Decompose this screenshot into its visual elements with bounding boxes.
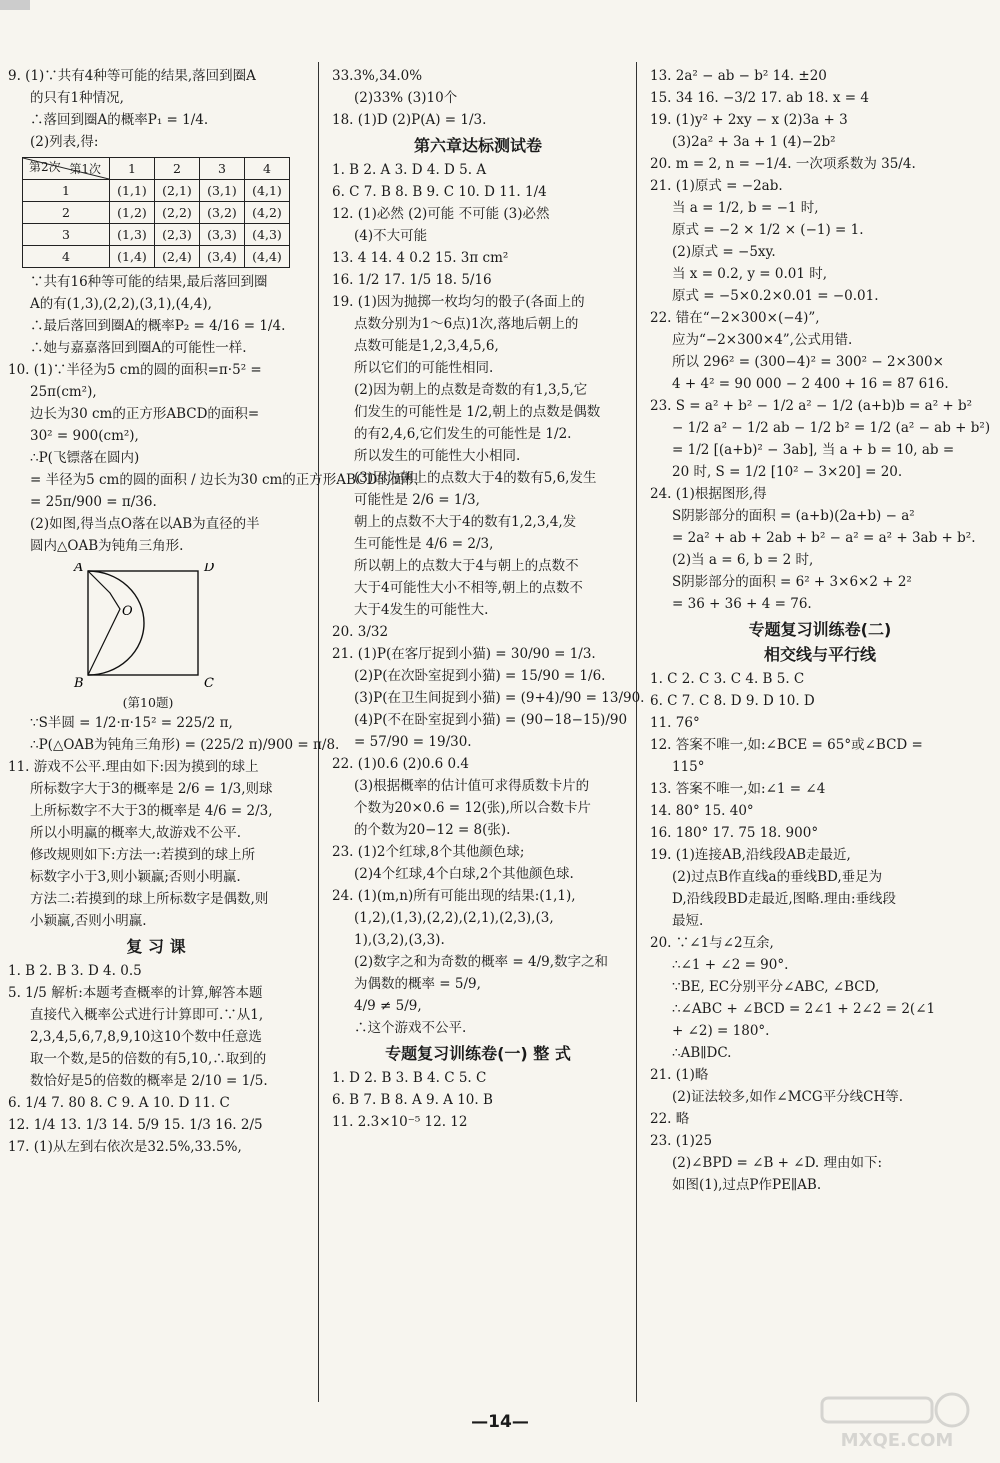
table-cell: (3,3)	[200, 224, 245, 246]
answer-line: 点数可能是1,2,3,4,5,6,	[354, 338, 499, 354]
answer-line: 24. (1)(m,n)所有可能出现的结果:(1,1),	[332, 888, 576, 904]
answer-line: 21. (1)P(在客厅捉到小猫) = 30/90 = 1/3.	[332, 646, 596, 662]
row-label: 4	[23, 246, 110, 268]
answer-line: 19. (1)连接AB,沿线段AB走最近,	[650, 847, 851, 863]
answer-line: 12. 答案不唯一,如:∠BCE = 65°或∠BCD =	[650, 737, 923, 753]
column-divider-2	[636, 62, 637, 1402]
table-cell: (4,2)	[245, 202, 290, 224]
answer-line: 11. 2.3×10⁻⁵ 12. 12	[332, 1114, 468, 1130]
answer-line: 点数分别为1～6点)1次,落地后朝上的	[354, 316, 579, 332]
answer-line: ∴AB∥DC.	[672, 1045, 732, 1061]
answer-line: + ∠2) = 180°.	[672, 1023, 770, 1039]
answer-line: 11. 游戏不公平.理由如下:因为摸到的球上	[8, 759, 259, 775]
label-a: A	[74, 563, 84, 575]
answer-line: D,沿线段BD走最近,图略.理由:垂线段	[672, 891, 897, 907]
answers-block-10b-11	[8, 713, 340, 932]
answer-line: 10. (1)∵半径为5 cm的圆的面积=π·5² =	[8, 362, 262, 378]
answer-line: 12. (1)必然 (2)可能 不可能 (3)必然	[332, 206, 550, 222]
answer-line: 为偶数的概率 = 5/9,	[354, 976, 481, 992]
table-header-cell: 2	[155, 158, 200, 180]
answer-line: ∵BE, EC分别平分∠ABC, ∠BCD,	[672, 979, 880, 995]
answer-line: 1. B 2. B 3. D 4. 0.5	[8, 963, 142, 979]
answer-line: 21. (1)略	[650, 1067, 709, 1083]
answer-line: 1. D 2. B 3. B 4. C 5. C	[332, 1070, 487, 1086]
section-subtitle-lines: 相交线与平行线	[763, 645, 876, 664]
answer-line: 可能性是 2/6 = 1/3,	[354, 492, 480, 508]
answer-line: 标数字小于3,则小颖赢;否则小明赢.	[30, 869, 241, 885]
answer-line: ∴∠ABC + ∠BCD = 2∠1 + 2∠2 = 2(∠1	[672, 1001, 936, 1017]
column-3	[650, 66, 990, 1197]
answer-line: (2)P(在次卧室捉到小猫) = 15/90 = 1/6.	[354, 668, 606, 684]
answer-line: 们发生的可能性是 1/2,朝上的点数是偶数	[354, 404, 601, 420]
answer-line: 22. (1)0.6 (2)0.6 0.4	[332, 756, 469, 772]
answer-line: 23. (1)25	[650, 1133, 713, 1149]
answer-line: A的有(1,3),(2,2),(3,1),(4,4),	[30, 296, 212, 312]
answer-line: 方法二:若摸到的球上所标数字是偶数,则	[30, 891, 269, 907]
answer-line: (2)4个红球,4个白球,2个其他颜色球.	[354, 866, 574, 882]
answer-line: 115°	[672, 759, 705, 775]
answer-line: 17. (1)从左到右依次是32.5%,33.5%,	[8, 1139, 242, 1155]
table-cell: (4,1)	[245, 180, 290, 202]
answer-line: − 1/2 a² − 1/2 ab − 1/2 b² = 1/2 (a² − ab + b²)	[672, 420, 991, 436]
outcome-table	[22, 157, 290, 268]
answer-line: 6. 1/4 7. 80 8. C 9. A 10. D 11. C	[8, 1095, 230, 1111]
table-cell: (1,3)	[110, 224, 155, 246]
label-o: O	[122, 604, 133, 619]
answer-line: 小颖赢,否则小明赢.	[30, 913, 147, 929]
answer-line: 所以发生的可能性大小相同.	[354, 448, 521, 464]
answer-line: 所标数字大于3的概率是 2/6 = 1/3,则球	[30, 781, 273, 797]
answer-line: = 1/2 [(a+b)² − 3ab], 当 a + b = 10, ab =	[672, 442, 955, 458]
answer-line: 所以朝上的点数大于4与朝上的点数不	[354, 558, 579, 574]
row-label: 3	[23, 224, 110, 246]
answer-line: (4)P(不在卧室捉到小猫) = (90−18−15)/90	[354, 712, 628, 728]
answer-line: 应为“−2×300×4”,公式用错.	[672, 332, 853, 348]
watermark-text: MXQE.COM	[840, 1430, 954, 1451]
answer-line: (2)列表,得:	[30, 134, 99, 150]
answer-line: ∴P(△OAB为钝角三角形) = (225/2 π)/900 = π/8.	[30, 737, 340, 753]
answer-line: 20. 3/32	[332, 624, 389, 640]
table-cell: (3,1)	[200, 180, 245, 202]
answer-line: 上所标数字不大于3的概率是 4/6 = 2/3,	[30, 803, 273, 819]
table-cell: (4,3)	[245, 224, 290, 246]
answer-line: ∴最后落回到圈A的概率P₂ = 4/16 = 1/4.	[30, 318, 286, 334]
answer-line: = 25π/900 = π/36.	[30, 494, 157, 510]
answer-line: 15. 34 16. −3/2 17. ab 18. x = 4	[650, 90, 869, 106]
answer-line: 圆内△OAB为钝角三角形.	[30, 538, 184, 554]
row-label: 2	[23, 202, 110, 224]
answer-line: (2)数字之和为奇数的概率 = 4/9,数字之和	[354, 954, 609, 970]
column-divider-1	[318, 62, 319, 1402]
answer-line: 13. 答案不唯一,如:∠1 = ∠4	[650, 781, 826, 797]
table-header-cell: 1	[110, 158, 155, 180]
answers-block-lines	[650, 669, 990, 1196]
table-cell: (2,3)	[155, 224, 200, 246]
answer-line: 22. 略	[650, 1111, 690, 1127]
answer-line: = 2a² + ab + 2ab + b² − a² = a² + 3ab + b².	[672, 530, 976, 546]
answer-line: 20 时, S = 1/2 [10² − 3×20] = 20.	[672, 464, 903, 480]
answer-line: S阴影部分的面积 = 6² + 3×6×2 + 2²	[672, 574, 912, 590]
answer-line: 1. B 2. A 3. D 4. D 5. A	[332, 162, 487, 178]
answer-line: (4)不大可能	[354, 228, 428, 244]
answer-line: 23. (1)2个红球,8个其他颜色球;	[332, 844, 525, 860]
column-2	[332, 66, 645, 1134]
answer-line: (2)∠BPD = ∠B + ∠D. 理由如下:	[672, 1155, 883, 1171]
table-cell: (4,4)	[245, 246, 290, 268]
section-title-chapter6: 第六章达标测试卷	[413, 136, 542, 155]
label-b: B	[74, 676, 84, 687]
answer-line: 18. (1)D (2)P(A) = 1/3.	[332, 112, 487, 128]
answer-line: (3)因为朝上的点数大于4的数有5,6,发生	[354, 470, 597, 486]
answers-block-chapter6	[332, 160, 645, 1039]
answer-line: ∴P(飞镖落在圆内)	[30, 450, 140, 466]
figure-10	[68, 563, 304, 713]
answer-line: (2)因为朝上的点数是奇数的有1,3,5,它	[354, 382, 588, 398]
answer-line: (2)如图,得当点O落在以AB为直径的半	[30, 516, 260, 532]
answer-line: 11. 76°	[650, 715, 700, 731]
answer-line: ∴这个游戏不公平.	[354, 1020, 467, 1036]
answer-line: (2)当 a = 6, b = 2 时,	[672, 552, 814, 568]
answer-line: 的个数为20−12 = 8(张).	[354, 822, 511, 838]
answer-line: 25π(cm²),	[30, 384, 97, 400]
answer-line: 修改规则如下:方法一:若摸到的球上所	[30, 847, 256, 863]
table-row	[23, 246, 290, 268]
answer-line: (2)过点B作直线a的垂线BD,垂足为	[672, 869, 883, 885]
answer-line: ∵S半圆 = 1/2·π·15² = 225/2 π,	[30, 715, 233, 731]
answer-line: 23. S = a² + b² − 1/2 a² − 1/2 (a+b)b = a² + b²	[650, 398, 973, 414]
table-cell: (3,2)	[200, 202, 245, 224]
watermark-logo	[802, 1390, 992, 1456]
answers-block-17-18	[332, 66, 624, 131]
answer-line: 直接代入概率公式进行计算即可.∵从1,	[30, 1007, 264, 1023]
answer-line: 大于4可能性大小不相等,朝上的点数不	[354, 580, 583, 596]
answer-line: 数恰好是5的倍数的概率是 2/10 = 1/5.	[30, 1073, 268, 1089]
table-cell: (2,1)	[155, 180, 200, 202]
table-cell: (2,4)	[155, 246, 200, 268]
table-cell: (1,1)	[110, 180, 155, 202]
answers-block-9	[8, 66, 304, 153]
answer-line: 4/9 ≠ 5/9,	[354, 998, 422, 1014]
answer-line: ∴她与嘉嘉落回到圈A的可能性一样.	[30, 340, 247, 356]
table-cell: (2,2)	[155, 202, 200, 224]
answer-line: ∴落回到圈A的概率P₁ = 1/4.	[30, 112, 209, 128]
answers-block-polynomials-cont	[650, 66, 990, 615]
section-title-special2: 专题复习训练卷(二)	[748, 620, 892, 639]
answer-line: 原式 = −2 × 1/2 × (−1) = 1.	[672, 222, 864, 238]
answer-line: 当 x = 0.2, y = 0.01 时,	[672, 266, 828, 282]
answer-line: 6. B 7. B 8. A 9. A 10. B	[332, 1092, 493, 1108]
scan-edge-mark	[0, 0, 30, 10]
answer-line: (2)证法较多,如作∠MCG平分线CH等.	[672, 1089, 904, 1105]
answer-line: 6. C 7. B 8. B 9. C 10. D 11. 1/4	[332, 184, 547, 200]
answer-line: 22. 错在“−2×300×(−4)”,	[650, 310, 820, 326]
answer-line: = 36 + 36 + 4 = 76.	[672, 596, 812, 612]
answer-line: (1,2),(1,3),(2,2),(2,1),(2,3),(3,	[354, 910, 554, 926]
answer-line: S阴影部分的面积 = (a+b)(2a+b) − a²	[672, 508, 915, 524]
page-number: —14—	[471, 1412, 529, 1432]
table-header-cell: 4	[245, 158, 290, 180]
row-label: 1	[23, 180, 110, 202]
answer-line: 5. 1/5 解析:本题考查概率的计算,解答本题	[8, 985, 263, 1001]
label-d: D	[204, 563, 215, 575]
answer-line: 朝上的点数不大于4的数有1,2,3,4,发	[354, 514, 577, 530]
answer-line: 最短.	[672, 913, 704, 929]
answer-line: 当 a = 1/2, b = −1 时,	[672, 200, 819, 216]
table-cell: (3,4)	[200, 246, 245, 268]
table-cell: (1,2)	[110, 202, 155, 224]
answers-block-review	[8, 961, 304, 1158]
answer-line: 33.3%,34.0%	[332, 68, 423, 84]
table-cell: (1,4)	[110, 246, 155, 268]
section-title-review: 复 习 课	[126, 937, 186, 956]
table-row	[23, 180, 290, 202]
answer-line: 6. C 7. C 8. D 9. D 10. D	[650, 693, 815, 709]
answer-line: 原式 = −5×0.2×0.01 = −0.01.	[672, 288, 879, 304]
corner-top-label: 第1次	[69, 162, 101, 176]
answer-line: 所以小明赢的概率大,故游戏不公平.	[30, 825, 242, 841]
answer-line: 14. 80° 15. 40°	[650, 803, 754, 819]
answer-line: 大于4发生的可能性大.	[354, 602, 489, 618]
answer-line: 12. 1/4 13. 1/3 14. 5/9 15. 1/3 16. 2/5	[8, 1117, 263, 1133]
answer-line: 的只有1种情况,	[30, 90, 124, 106]
answer-line: 24. (1)根据图形,得	[650, 486, 767, 502]
answer-line: 13. 2a² − ab − b² 14. ±20	[650, 68, 827, 84]
answer-line: ∵共有16种等可能的结果,最后落回到圈	[30, 274, 268, 290]
table-row	[23, 224, 290, 246]
figure-caption: (第10题)	[122, 695, 174, 710]
answer-line: 的有2,4,6,它们发生的可能性是 1/2.	[354, 426, 572, 442]
answer-line: ∴∠1 + ∠2 = 90°.	[672, 957, 789, 973]
answer-line: = 半径为5 cm的圆的面积 / 边长为30 cm的正方形ABCD的面积	[30, 472, 418, 488]
answer-line: 16. 1/2 17. 1/5 18. 5/16	[332, 272, 492, 288]
answer-line: 所以它们的可能性相同.	[354, 360, 494, 376]
answer-line: 30² = 900(cm²),	[30, 428, 139, 444]
answer-line: = 57/90 = 19/30.	[354, 734, 472, 750]
answer-line: 2,3,4,5,6,7,8,9,10这10个数中任意选	[30, 1029, 262, 1045]
answer-line: 19. (1)因为抛掷一枚均匀的骰子(各面上的	[332, 294, 585, 310]
answers-block-polynomials	[332, 1068, 624, 1133]
answer-line: (2)33% (3)10个	[354, 90, 458, 106]
corner-bottom-label: 第2次	[29, 160, 61, 174]
answer-line: 20. ∵∠1与∠2互余,	[650, 935, 774, 951]
answer-line: 1),(3,2),(3,3).	[354, 932, 445, 948]
answer-line: 如图(1),过点P作PE∥AB.	[672, 1177, 822, 1193]
table-header-cell: 3	[200, 158, 245, 180]
label-c: C	[204, 676, 214, 687]
answer-line: 1. C 2. C 3. C 4. B 5. C	[650, 671, 805, 687]
square-semicircle-diagram	[68, 563, 248, 687]
answer-line: 19. (1)y² + 2xy − x (2)3a + 3	[650, 112, 848, 128]
answer-line: 16. 180° 17. 75 18. 900°	[650, 825, 819, 841]
answer-line: (3)根据概率的估计值可求得质数卡片的	[354, 778, 590, 794]
answer-line: 生可能性是 4/6 = 2/3,	[354, 536, 494, 552]
answer-line: 取一个数,是5的倍数的有5,10,∴取到的	[30, 1051, 267, 1067]
answer-line: 20. m = 2, n = −1/4. 一次项系数为 35/4.	[650, 156, 916, 172]
answer-line: (3)P(在卫生间捉到小猫) = (9+4)/90 = 13/90.	[354, 690, 645, 706]
answer-line: 边长为30 cm的正方形ABCD的面积=	[30, 406, 260, 422]
answer-line: (2)原式 = −5xy.	[672, 244, 776, 260]
section-title-polynomials: 专题复习训练卷(一) 整 式	[385, 1044, 571, 1063]
answer-line: 个数为20×0.6 = 12(张),所以合数卡片	[354, 800, 591, 816]
answer-line: 9. (1)∵共有4种等可能的结果,落回到圈A	[8, 68, 256, 84]
answer-line: 4 + 4² = 90 000 − 2 400 + 16 = 87 616.	[672, 376, 949, 392]
answer-line: 所以 296² = (300−4)² = 300² − 2×300×	[672, 354, 944, 370]
answer-line: 13. 4 14. 4 0.2 15. 3π cm²	[332, 250, 509, 266]
table-corner-cell	[23, 158, 110, 180]
answer-line: (3)2a² + 3a + 1 (4)−2b²	[672, 134, 836, 150]
answer-line: 21. (1)原式 = −2ab.	[650, 178, 783, 194]
table-row	[23, 202, 290, 224]
